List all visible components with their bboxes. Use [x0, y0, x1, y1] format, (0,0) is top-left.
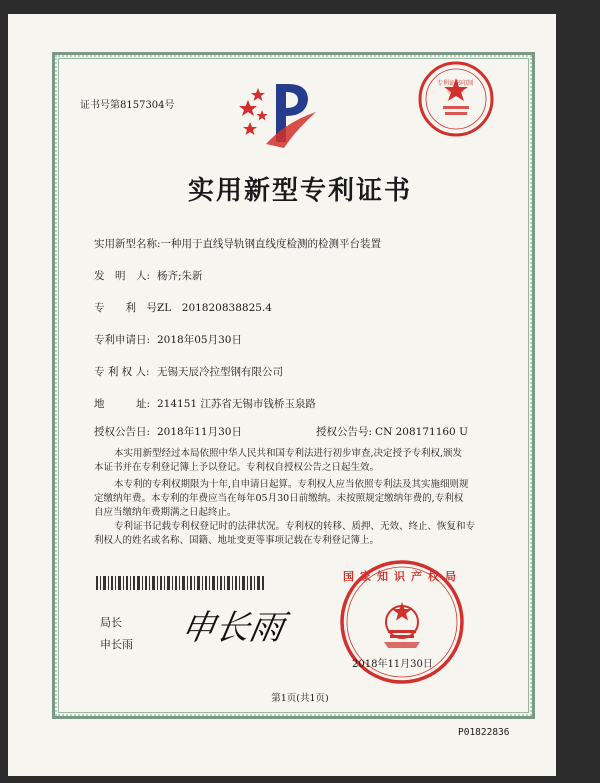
p3-line1: 专利证书记载专利权登记时的法律状况。专利权的转移、质押、无效、终止、恢复和专	[114, 521, 476, 532]
patent-number-label: 专 利 号:	[94, 302, 161, 314]
paragraph-term	[94, 478, 494, 520]
top-seal-text: 专利证书印制专用章	[436, 80, 473, 95]
grant-date-value: 2018年11月30日	[157, 426, 242, 438]
p1-line2: 本证书并在专利登记簿上予以登记。专利权自授权公告之日起生效。	[94, 462, 380, 473]
filing-date-row	[94, 332, 242, 347]
address-value: 214151 江苏省无锡市钱桥玉泉路	[157, 398, 316, 410]
director-signature: 申长雨	[177, 608, 287, 648]
p2-line1: 本专利的专利权期限为十年,自申请日起算。专利权人应当依照专利法及其实施细则规	[114, 479, 469, 490]
filing-date-label: 专利申请日:	[94, 334, 151, 346]
inventor-label: 发 明 人:	[94, 270, 151, 282]
director-title: 局长	[100, 616, 122, 629]
name-value: 一种用于直线导轨钢直线度检测的检测平台装置	[160, 238, 382, 250]
director-name: 申长雨	[100, 638, 133, 651]
serial-number: P01822836	[458, 727, 510, 738]
page-number: 第1页(共1页)	[271, 693, 329, 704]
inventor-value: 杨齐;朱新	[157, 270, 203, 282]
name-label: 实用新型名称:	[94, 238, 161, 250]
grant-number-value: CN 208171160 U	[375, 426, 468, 438]
filing-date-value: 2018年05月30日	[157, 334, 242, 346]
cnipa-logo-icon	[236, 72, 326, 152]
certificate-title: 实用新型专利证书	[187, 176, 412, 206]
barcode-icon	[96, 576, 266, 590]
grant-number-row	[316, 424, 468, 439]
p3-line2: 利权人的姓名或名称、国籍、地址变更等事项记载在专利登记簿上。	[94, 535, 380, 546]
patentee-row	[94, 364, 283, 379]
address-label: 地 址:	[94, 398, 151, 410]
p1-line1: 本实用新型经过本局依照中华人民共和国专利法进行初步审查,决定授予专利权,颁发	[114, 448, 463, 459]
p2-line2: 定缴纳年费。本专利的年费应当在每年05月30日前缴纳。未按照规定缴纳年费的,专利权	[94, 493, 464, 504]
address-row	[94, 396, 316, 411]
certificate-number: 证书号第8157304号	[80, 100, 175, 111]
printing-seal-icon	[415, 58, 497, 140]
inventor-row	[94, 268, 203, 283]
paragraph-register	[94, 520, 494, 548]
seal-text: 国家知识产权局	[343, 570, 462, 583]
patentee-value: 无锡天辰冷拉型钢有限公司	[157, 366, 283, 378]
patent-number-row	[94, 300, 272, 315]
patent-number-value: ZL 201820838825.4	[157, 302, 272, 314]
patentee-label: 专 利 权 人:	[94, 366, 150, 378]
grant-date-row	[94, 424, 242, 439]
p2-line3: 自应当缴纳年费期满之日起终止。	[94, 507, 237, 518]
paragraph-grant	[94, 447, 494, 475]
grant-number-label: 授权公告号:	[316, 426, 373, 438]
utility-model-name-row	[94, 236, 381, 251]
grant-date-label: 授权公告日:	[94, 426, 151, 438]
seal-date: 2018年11月30日	[352, 659, 433, 670]
